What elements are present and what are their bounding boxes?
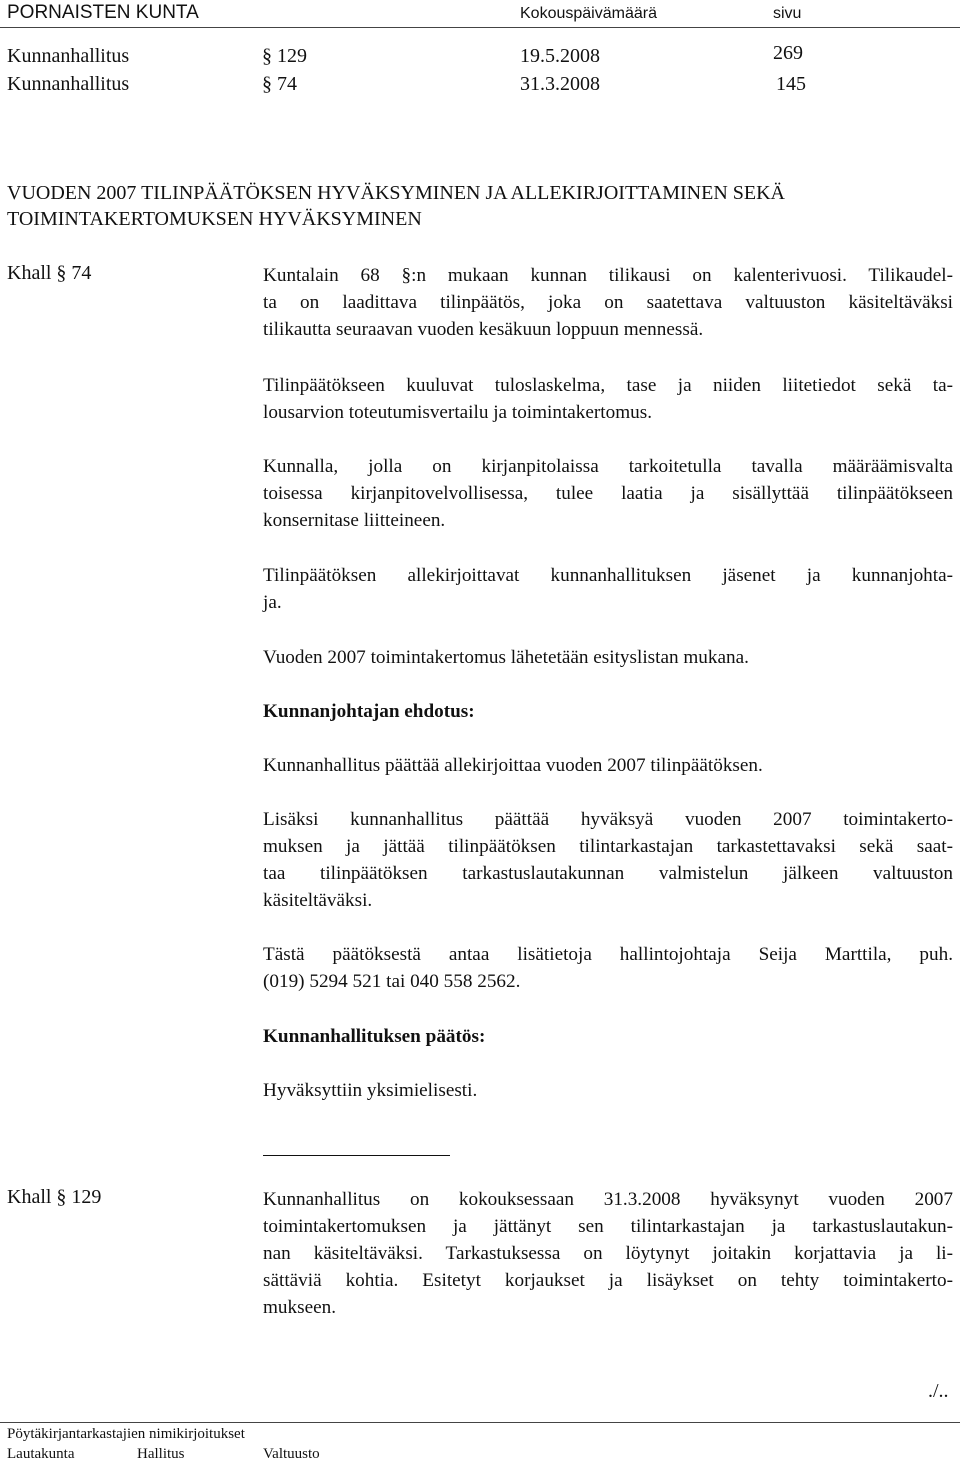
text-line: lousarvion toteutumisvertailu ja toimintakertomus. [263, 402, 653, 423]
header-rule [0, 27, 960, 28]
text-line: Tilinpäätökseen kuuluvat tuloslaskelma, tase ja niiden liitetiedot sekä ta- [263, 375, 953, 396]
text-line: muksen ja jättää tilinpäätöksen tilintarkastajan tarkastettavaksi sekä saat- [263, 836, 953, 857]
text-line: Tilinpäätöksen allekirjoittavat kunnanhallituksen jäsenet ja kunnanjohta- [263, 565, 953, 586]
continuation-mark: ./.. [928, 1380, 949, 1402]
heading-text: Kunnanhallituksen päätös: [263, 1026, 486, 1047]
footer-rule [0, 1422, 960, 1423]
meta-page: 269 [773, 42, 803, 64]
text-line: Kunnanhallitus on kokouksessaan 31.3.2008 hyväksynyt vuoden 2007 [263, 1189, 953, 1210]
signature-line [263, 1155, 450, 1156]
meta-page: 145 [776, 73, 806, 95]
paragraph [263, 562, 953, 616]
text-line: sättäviä kohtia. Esitetyt korjaukset ja lisäykset on tehty toimintakerto- [263, 1270, 953, 1291]
text-line: toimintakertomuksen ja jättänyt sen tilintarkastajan ja tarkastuslautakun- [263, 1216, 953, 1237]
footer-col-board: Lautakunta [7, 1446, 75, 1462]
text-line: Kunnalla, jolla on kirjanpitolaissa tarkoitetulla tavalla määräämisvalta [263, 456, 953, 477]
paragraph [263, 372, 953, 426]
text-line: nan käsiteltäväksi. Tarkastuksessa on löytynyt joitakin korjattavia ja li- [263, 1243, 953, 1264]
footer-col-executive: Hallitus [137, 1446, 185, 1462]
text-line: konsernitase liitteineen. [263, 510, 446, 531]
text-line: Vuoden 2007 toimintakertomus lähetetään esityslistan mukana. [263, 647, 749, 668]
footer-title: Pöytäkirjantarkastajien nimikirjoitukset [7, 1426, 245, 1442]
heading-text: Kunnanjohtajan ehdotus: [263, 701, 475, 722]
meta-date: 31.3.2008 [520, 73, 600, 95]
meta-body: Kunnanhallitus [7, 45, 130, 67]
section-label: Khall § 129 [7, 1186, 102, 1208]
document-title [7, 180, 947, 232]
footer-col-council: Valtuusto [263, 1446, 320, 1462]
text-line: ja. [263, 592, 282, 613]
text-line: käsiteltäväksi. [263, 890, 373, 911]
page-column-label: sivu [773, 5, 802, 22]
text-line: taa tilinpäätöksen tarkastuslautakunnan valmistelun jälkeen valtuuston [263, 863, 953, 884]
proposal-heading [263, 698, 953, 725]
text-line: toisessa kirjanpitovelvollisessa, tulee laatia ja sisällyttää tilinpäätökseen [263, 483, 953, 504]
paragraph [263, 941, 953, 995]
text-line: mukseen. [263, 1297, 337, 1318]
paragraph [263, 453, 953, 534]
title-line: TOIMINTAKERTOMUKSEN HYVÄKSYMINEN [7, 208, 422, 230]
paragraph [263, 1077, 953, 1104]
title-line: VUODEN 2007 TILINPÄÄTÖKSEN HYVÄKSYMINEN JA ALLEKIRJOITTAMINEN SEKÄ [7, 182, 785, 204]
municipality-name: PORNAISTEN KUNTA [7, 2, 199, 23]
text-line: ta on laadittava tilinpäätös, joka on saatettava valtuuston käsiteltäväksi [263, 292, 953, 313]
meta-date: 19.5.2008 [520, 45, 600, 67]
paragraph [263, 644, 953, 671]
paragraph [263, 806, 953, 914]
text-line: Tästä päätöksestä antaa lisätietoja hallintojohtaja Seija Marttila, puh. [263, 944, 953, 965]
text-line: Kunnanhallitus päättää allekirjoittaa vuoden 2007 tilinpäätöksen. [263, 755, 763, 776]
decision-heading [263, 1023, 953, 1050]
meta-section: § 74 [262, 73, 297, 95]
paragraph [263, 1186, 953, 1321]
text-line: Kuntalain 68 §:n mukaan kunnan tilikausi on kalenterivuosi. Tilikaudel- [263, 265, 953, 286]
meta-body: Kunnanhallitus [7, 73, 130, 95]
text-line: (019) 5294 521 tai 040 558 2562. [263, 971, 521, 992]
text-line: Lisäksi kunnanhallitus päättää hyväksyä vuoden 2007 toimintakerto- [263, 809, 953, 830]
section-label: Khall § 74 [7, 262, 92, 284]
paragraph [263, 262, 953, 343]
meta-section: § 129 [262, 45, 307, 67]
text-line: tilikautta seuraavan vuoden kesäkuun loppuun mennessä. [263, 319, 704, 340]
paragraph [263, 752, 953, 779]
date-column-label: Kokouspäivämäärä [520, 5, 657, 22]
text-line: Hyväksyttiin yksimielisesti. [263, 1080, 478, 1101]
